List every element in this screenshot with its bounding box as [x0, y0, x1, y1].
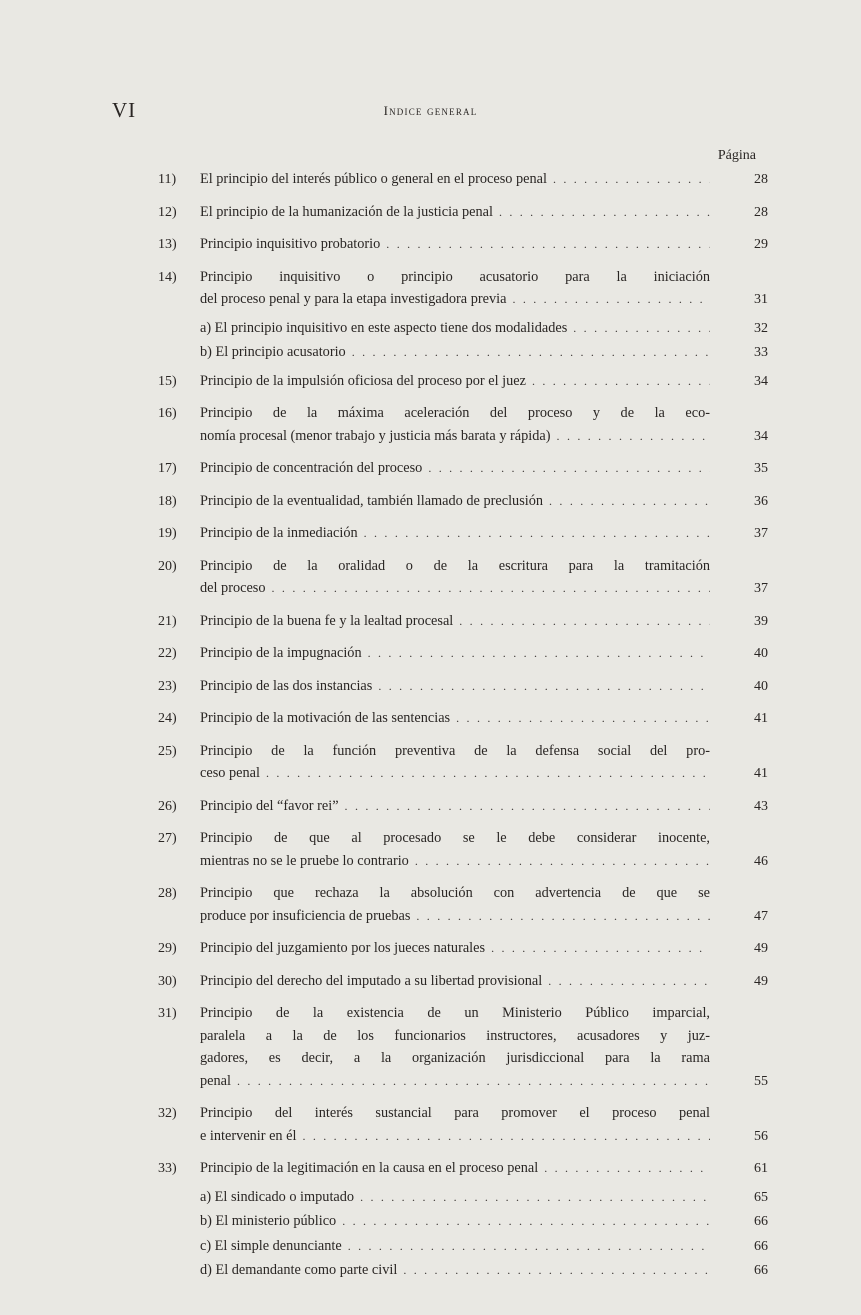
dot-leader	[416, 905, 710, 928]
toc-entry-text: Principio de la existencia de un Ministerio Público imparcial,	[200, 1005, 710, 1021]
toc-entry-number: 15)	[158, 373, 177, 389]
toc-entry-page: 65	[754, 1189, 768, 1205]
toc-entry-number: 22)	[158, 646, 177, 661]
toc-entry	[158, 522, 768, 546]
dot-leader	[548, 970, 710, 993]
toc-entry-number: 11)	[158, 172, 177, 187]
toc-entry	[158, 882, 768, 928]
dot-leader	[553, 168, 710, 191]
toc-entry-text: Principio del interés sustancial para promover el proceso penal	[200, 1105, 710, 1121]
toc-entry-page: 32	[754, 320, 768, 336]
toc-entry-number: 16)	[158, 406, 177, 421]
toc-entry-text: nomía procesal (menor trabajo y justicia más barata y rápida)	[200, 427, 551, 444]
toc-entry-body	[200, 402, 768, 448]
toc-entry-number: 20)	[158, 558, 177, 574]
pagina-column-label: Página	[717, 148, 756, 163]
toc-entry-body	[200, 1157, 768, 1181]
toc-entry-last-line	[200, 1186, 768, 1210]
toc-entry-text: El principio de la humanización de la justicia penal	[200, 203, 493, 220]
toc-entry	[158, 642, 768, 666]
toc-entry-body	[200, 201, 768, 225]
toc-entry-text: Principio de la máxima aceleración del proceso y de la eco-	[200, 405, 710, 421]
toc-entry-number: 29)	[158, 941, 177, 956]
toc-entry-last-line	[200, 288, 768, 312]
toc-entry-last-line	[200, 1157, 768, 1181]
toc-entry-last-line	[200, 850, 768, 874]
toc-entry-text: Principio de la buena fe y la lealtad procesal	[200, 612, 454, 629]
toc-entry-body	[200, 1259, 768, 1283]
toc-entry-body	[200, 610, 768, 634]
toc-entry-page: 49	[754, 973, 768, 989]
toc-entry-body	[200, 1210, 768, 1234]
toc-entry	[158, 341, 768, 365]
toc-entry-last-line	[200, 1259, 768, 1283]
toc-entry	[158, 1259, 768, 1283]
toc-entry	[158, 555, 768, 601]
toc-entry-number	[158, 341, 200, 365]
dot-leader	[512, 288, 710, 311]
toc-entry-page: 37	[754, 526, 768, 541]
toc-entry-text: produce por insuficiencia de pruebas	[200, 907, 411, 924]
dot-leader	[342, 1210, 710, 1233]
dot-leader	[352, 341, 710, 364]
toc-entry-body	[200, 795, 768, 819]
dot-leader	[403, 1259, 710, 1282]
toc-entry-page: 37	[754, 581, 768, 596]
toc-entry-text: e intervenir en él	[200, 1127, 297, 1144]
toc-entry-number: 28)	[158, 886, 177, 901]
dot-leader	[544, 1157, 710, 1180]
toc-entry-number: 13)	[158, 237, 177, 252]
toc-entry	[158, 317, 768, 341]
toc-entry-text: Principio del “favor rei”	[200, 797, 339, 814]
toc-entry-text: del proceso penal y para la etapa investigadora previa	[200, 291, 507, 307]
toc-entry-number: 19)	[158, 526, 177, 541]
toc-entry-number	[158, 1259, 200, 1283]
dot-leader	[459, 610, 710, 633]
toc-entry-text: penal	[200, 1072, 231, 1089]
toc-entry-text: El principio del interés público o general en el proceso penal	[200, 171, 547, 187]
toc-entry-body	[200, 490, 768, 514]
toc-entry-text: Principio que rechaza la absolución con advertencia de que se	[200, 885, 710, 901]
dot-leader	[549, 490, 710, 513]
toc-entry-text: Principio de concentración del proceso	[200, 460, 423, 476]
toc-entry	[158, 1186, 768, 1210]
toc-entry-body	[200, 1235, 768, 1259]
toc-entry-body	[200, 555, 768, 601]
toc-entry-body	[200, 882, 768, 928]
toc-entry-page: 46	[754, 853, 768, 869]
toc-entry	[158, 937, 768, 961]
toc-entry-page: 66	[754, 1238, 768, 1254]
toc-entry-text: Principio de la eventualidad, también llamado de preclusión	[200, 492, 544, 509]
toc-entry	[158, 675, 768, 699]
toc-entry-body	[200, 168, 768, 192]
toc-entry-body	[200, 457, 768, 481]
toc-entry-text: Principio de la motivación de las sentencias	[200, 710, 451, 726]
toc-entry-text: Principio del juzgamiento por los jueces naturales	[200, 940, 486, 956]
toc-entry-last-line	[200, 1070, 768, 1094]
toc-entry	[158, 827, 768, 873]
dot-leader	[491, 937, 710, 960]
toc-entry-number: 21)	[158, 613, 177, 629]
toc-entry-body	[200, 970, 768, 994]
toc-entry-last-line	[200, 1235, 768, 1259]
toc-entry-last-line	[200, 201, 768, 225]
toc-entry-page: 47	[754, 908, 768, 924]
dot-leader	[364, 522, 710, 545]
toc-entry-number: 23)	[158, 678, 177, 694]
toc-entry-last-line	[200, 425, 768, 449]
toc-entry-body	[200, 1186, 768, 1210]
toc-entry-page: 40	[754, 646, 768, 661]
dot-leader	[368, 642, 710, 665]
toc-entry	[158, 707, 768, 731]
toc-entry-page: 34	[754, 428, 768, 444]
toc-entry	[158, 795, 768, 819]
table-of-contents	[158, 168, 768, 1288]
dot-leader	[272, 577, 710, 600]
toc-entry-body	[200, 522, 768, 546]
toc-entry-body	[200, 317, 768, 341]
toc-entry-text: ceso penal	[200, 765, 260, 781]
toc-entry-last-line	[200, 577, 768, 601]
toc-entry-last-line	[200, 233, 768, 257]
toc-entry-number	[158, 1210, 200, 1234]
page-number: VI	[112, 98, 137, 122]
toc-entry-number: 18)	[158, 493, 177, 509]
toc-entry-number: 12)	[158, 204, 177, 220]
toc-entry-last-line	[200, 970, 768, 994]
toc-entry-number	[158, 317, 200, 341]
toc-entry	[158, 610, 768, 634]
toc-entry	[158, 1235, 768, 1259]
dot-leader	[557, 425, 710, 448]
toc-entry-page: 28	[754, 172, 768, 187]
toc-entry-body	[200, 341, 768, 365]
toc-entry-page: 36	[754, 493, 768, 509]
toc-entry-page: 33	[754, 345, 768, 360]
toc-entry	[158, 168, 768, 192]
toc-entry-page: 66	[754, 1263, 768, 1278]
toc-entry-body	[200, 827, 768, 873]
toc-entry	[158, 490, 768, 514]
toc-entry-page: 66	[754, 1214, 768, 1229]
toc-entry-last-line	[200, 675, 768, 699]
toc-entry-number: 17)	[158, 461, 177, 476]
toc-entry-last-line	[200, 707, 768, 731]
toc-entry-number	[158, 1186, 200, 1210]
toc-entry-last-line	[200, 457, 768, 481]
toc-entry-last-line	[200, 1210, 768, 1234]
toc-entry-last-line	[200, 937, 768, 961]
toc-entry-text: del proceso	[200, 580, 266, 596]
toc-entry-page: 39	[754, 613, 768, 629]
toc-entry-body	[200, 1002, 768, 1093]
toc-entry-text: Principio de la legitimación en la causa en el proceso penal	[200, 1160, 539, 1176]
dot-leader	[345, 795, 710, 818]
toc-entry-last-line	[200, 795, 768, 819]
toc-entry-number: 24)	[158, 711, 177, 726]
toc-entry-last-line	[200, 490, 768, 514]
toc-entry-text: mientras no se le pruebe lo contrario	[200, 852, 409, 869]
toc-entry-number: 14)	[158, 269, 177, 285]
toc-entry-text: d) El demandante como parte civil	[200, 1262, 398, 1278]
toc-entry-text: Principio de la oralidad o de la escritura para la tramitación	[200, 557, 710, 574]
toc-entry-text: Principio de la inmediación	[200, 525, 358, 541]
toc-entry-number	[158, 1235, 200, 1259]
toc-entry-text: b) El ministerio público	[200, 1213, 337, 1229]
toc-entry-page: 29	[754, 237, 768, 252]
toc-entry-text: a) El principio inquisitivo en este aspecto tiene dos modalidades	[200, 319, 568, 336]
toc-entry-text: Principio inquisitivo probatorio	[200, 236, 381, 252]
toc-entry-body	[200, 707, 768, 731]
toc-entry-page: 40	[754, 678, 768, 694]
toc-entry-text: Principio inquisitivo o principio acusatorio para la iniciación	[200, 268, 710, 285]
toc-entry	[158, 1102, 768, 1148]
toc-entry-text: paralela a la de los funcionarios instructores, acusadores y juz-	[200, 1027, 710, 1044]
toc-entry-last-line	[200, 317, 768, 341]
toc-entry-last-line	[200, 610, 768, 634]
dot-leader	[428, 457, 710, 480]
toc-entry	[158, 457, 768, 481]
running-head: Indice general	[383, 103, 478, 118]
dot-leader	[573, 317, 710, 340]
toc-entry-text: Principio de la función preventiva de la defensa social del pro-	[200, 742, 710, 759]
dot-leader	[237, 1070, 710, 1093]
toc-entry-body	[200, 642, 768, 666]
toc-entry-body	[200, 937, 768, 961]
toc-entry-number: 26)	[158, 798, 177, 814]
toc-entry-text: Principio de la impulsión oficiosa del proceso por el juez	[200, 372, 526, 389]
toc-entry-body	[200, 370, 768, 394]
toc-entry	[158, 233, 768, 257]
toc-entry-text: Principio de que al procesado se le debe considerar inocente,	[200, 830, 710, 846]
toc-entry-number: 32)	[158, 1106, 177, 1121]
toc-entry-last-line	[200, 1125, 768, 1149]
toc-entry-page: 31	[754, 292, 768, 307]
toc-entry	[158, 201, 768, 225]
toc-entry-body	[200, 233, 768, 257]
toc-entry-last-line	[200, 522, 768, 546]
toc-entry-page: 35	[754, 461, 768, 476]
toc-entry-body	[200, 266, 768, 312]
toc-entry-page: 41	[754, 711, 768, 726]
dot-leader	[266, 762, 710, 785]
toc-entry-text: c) El simple denunciante	[200, 1237, 342, 1254]
dot-leader	[360, 1186, 710, 1209]
toc-entry	[158, 1157, 768, 1181]
toc-entry-number: 30)	[158, 973, 177, 989]
toc-entry-text: Principio de la impugnación	[200, 645, 362, 661]
dot-leader	[378, 675, 710, 698]
toc-entry-page: 61	[754, 1161, 768, 1176]
toc-entry-last-line	[200, 341, 768, 365]
dot-leader	[415, 850, 710, 873]
toc-entry-text: b) El principio acusatorio	[200, 344, 346, 360]
toc-entry-page: 41	[754, 766, 768, 781]
toc-entry-number: 33)	[158, 1161, 177, 1176]
toc-entry	[158, 740, 768, 786]
toc-entry-text: a) El sindicado o imputado	[200, 1188, 355, 1205]
toc-entry-last-line	[200, 642, 768, 666]
toc-entry	[158, 266, 768, 312]
toc-entry-page: 56	[754, 1128, 768, 1144]
toc-entry-body	[200, 675, 768, 699]
toc-entry-number: 31)	[158, 1006, 177, 1021]
toc-entry-number: 27)	[158, 831, 177, 846]
toc-entry-page: 43	[754, 798, 768, 814]
toc-entry	[158, 370, 768, 394]
dot-leader	[386, 233, 710, 256]
toc-entry-page: 34	[754, 373, 768, 389]
toc-entry-body	[200, 1102, 768, 1148]
toc-entry-last-line	[200, 370, 768, 394]
toc-entry-last-line	[200, 168, 768, 192]
toc-entry-last-line	[200, 905, 768, 929]
toc-entry-text: Principio del derecho del imputado a su libertad provisional	[200, 972, 543, 989]
dot-leader	[348, 1235, 710, 1258]
toc-entry	[158, 1210, 768, 1234]
toc-entry-body	[200, 740, 768, 786]
toc-entry-text: gadores, es decir, a la organización jurisdiccional para la rama	[200, 1050, 710, 1066]
toc-entry	[158, 1002, 768, 1093]
toc-entry	[158, 970, 768, 994]
toc-entry-page: 28	[754, 204, 768, 220]
dot-leader	[302, 1125, 710, 1148]
dot-leader	[532, 370, 710, 393]
toc-entry-text: Principio de las dos instancias	[200, 677, 373, 694]
dot-leader	[499, 201, 710, 224]
toc-entry	[158, 402, 768, 448]
toc-entry-number: 25)	[158, 743, 177, 759]
dot-leader	[456, 707, 710, 730]
toc-entry-page: 49	[754, 941, 768, 956]
toc-entry-last-line	[200, 762, 768, 786]
toc-entry-page: 55	[754, 1073, 768, 1089]
